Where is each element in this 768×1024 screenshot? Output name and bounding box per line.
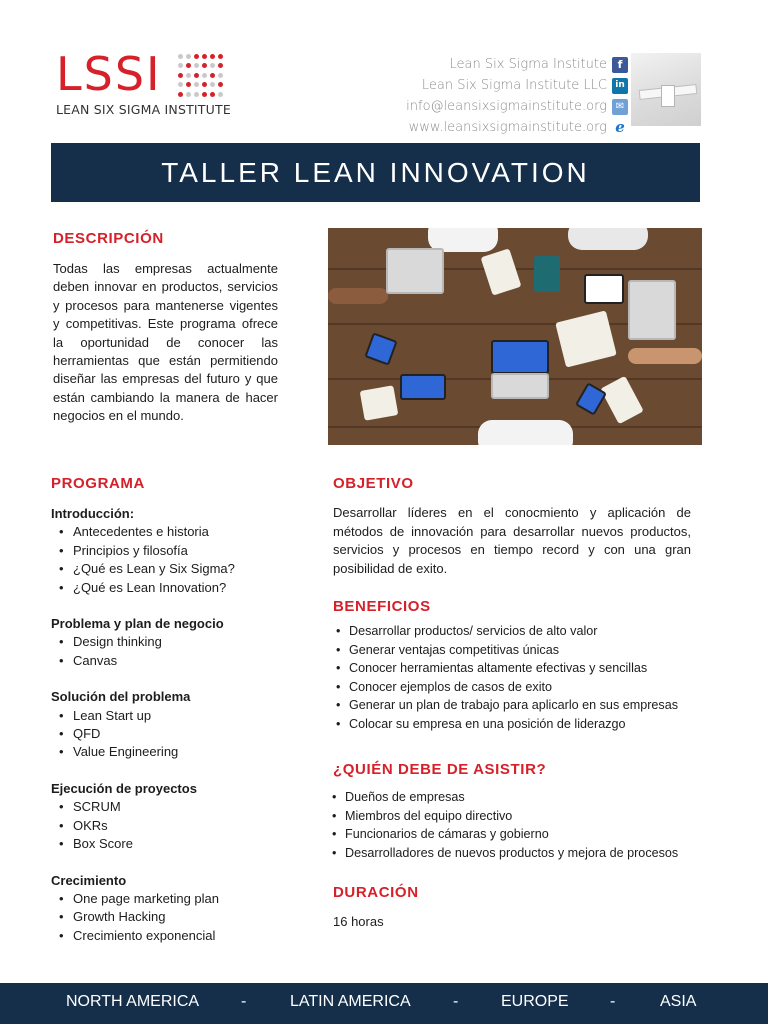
list-item: • Generar un plan de trabajo para aplicarlo en sus empresas [333, 696, 713, 715]
logo-subtitle: LEAN SIX SIGMA INSTITUTE [56, 102, 231, 117]
list-item: • Dueños de empresas [329, 788, 719, 807]
contact-website-text: www.leansixsigmainstitute.org [408, 120, 607, 135]
footer-separator: - [241, 993, 247, 1010]
footer-region: EUROPE [501, 993, 569, 1010]
objetivo-text: Desarrollar líderes en el conocmiento y aplicación de métodos de innovación para desarrollar nuevos productos, servicios y procesos en tiempo record y con una gran posibilidad de exito. [333, 505, 691, 576]
programa-group [51, 872, 311, 946]
linkedin-icon: in [612, 78, 628, 94]
contact-facebook[interactable] [406, 54, 628, 75]
karate-belt-photo [631, 53, 701, 126]
programa-heading: PROGRAMA [51, 475, 145, 492]
list-item: • Antecedentes e historia [51, 523, 311, 541]
quien-heading: ¿QUIÉN DEBE DE ASISTIR? [333, 761, 547, 778]
contact-email[interactable] [406, 96, 628, 117]
footer-separator: - [453, 993, 459, 1010]
duracion-heading: DURACIÓN [333, 884, 419, 901]
programa-group-title: Problema y plan de negocio [51, 616, 224, 632]
programa-list [51, 505, 311, 963]
contact-block [406, 54, 628, 138]
list-item: • Principios y filosofía [51, 542, 311, 560]
mail-icon: ✉ [612, 99, 628, 115]
list-item: • Desarrollar productos/ servicios de alto valor [333, 622, 713, 641]
list-item: • ¿Qué es Lean y Six Sigma? [51, 560, 311, 578]
meeting-photo [328, 228, 702, 445]
list-item: • Lean Start up [51, 707, 311, 725]
programa-group [51, 615, 311, 670]
contact-linkedin[interactable] [406, 75, 628, 96]
list-item: • Crecimiento exponencial [51, 927, 311, 945]
logo-dot-grid-icon [178, 54, 222, 98]
list-item: • Growth Hacking [51, 908, 311, 926]
browser-icon: e [612, 120, 628, 136]
contact-linkedin-text: Lean Six Sigma Institute LLC [421, 78, 607, 93]
list-item: • Canvas [51, 652, 311, 670]
programa-group-title: Ejecución de proyectos [51, 780, 197, 796]
contact-website[interactable] [406, 117, 628, 138]
footer-region: NORTH AMERICA [66, 993, 200, 1010]
list-item: • Funcionarios de cámaras y gobierno [329, 825, 719, 844]
list-item: • SCRUM [51, 798, 311, 816]
list-item: • Box Score [51, 835, 311, 853]
programa-group-title: Crecimiento [51, 872, 127, 888]
descripcion-heading: DESCRIPCIÓN [53, 230, 164, 247]
descripcion-text: Todas las empresas actualmente deben innovar en productos, servicios y procesos para mantenerse vigentes y competitivas. Este programa ofrece la oportunidad de conocer las herramientas que están permitiendo diseñar las empresas del futuro y que están cambiando la manera de hacer negocios en el mundo. [53, 261, 278, 424]
footer-regions-bar [0, 983, 768, 1024]
beneficios-list [333, 622, 713, 734]
programa-group [51, 688, 311, 762]
list-item: • ¿Qué es Lean Innovation? [51, 579, 311, 597]
list-item: • Desarrolladores de nuevos productos y mejora de procesos [329, 844, 719, 863]
title-banner [51, 143, 700, 202]
programa-group-title: Introducción: [51, 506, 135, 521]
list-item: • Miembros del equipo directivo [329, 807, 719, 826]
footer-region: LATIN AMERICA [290, 993, 411, 1010]
page-title: TALLER LEAN INNOVATION [161, 156, 590, 188]
list-item: • One page marketing plan [51, 890, 311, 908]
programa-group-title: Solución del problema [51, 689, 191, 705]
list-item: • Colocar su empresa en una posición de liderazgo [333, 715, 713, 734]
lssi-logo [56, 47, 231, 120]
list-item: • Value Engineering [51, 743, 311, 761]
list-item: • Design thinking [51, 633, 311, 651]
beneficios-heading: BENEFICIOS [333, 598, 431, 615]
list-item: • OKRs [51, 817, 311, 835]
programa-group [51, 780, 311, 854]
contact-facebook-text: Lean Six Sigma Institute [449, 57, 607, 72]
objetivo-heading: OBJETIVO [333, 475, 414, 492]
programa-group [51, 505, 311, 597]
list-item: • Conocer ejemplos de casos de exito [333, 678, 713, 697]
quien-list [329, 788, 719, 862]
list-item: • Generar ventajas competitivas únicas [333, 641, 713, 660]
footer-separator: - [610, 993, 616, 1010]
facebook-icon: f [612, 57, 628, 73]
logo-letters: LSSI [56, 47, 162, 101]
list-item: • Conocer herramientas altamente efectivas y sencillas [333, 659, 713, 678]
list-item: • QFD [51, 725, 311, 743]
contact-email-text: info@leansixsigmainstitute.org [406, 99, 607, 114]
duracion-text: 16 horas [333, 914, 384, 929]
footer-region: ASIA [660, 993, 697, 1010]
